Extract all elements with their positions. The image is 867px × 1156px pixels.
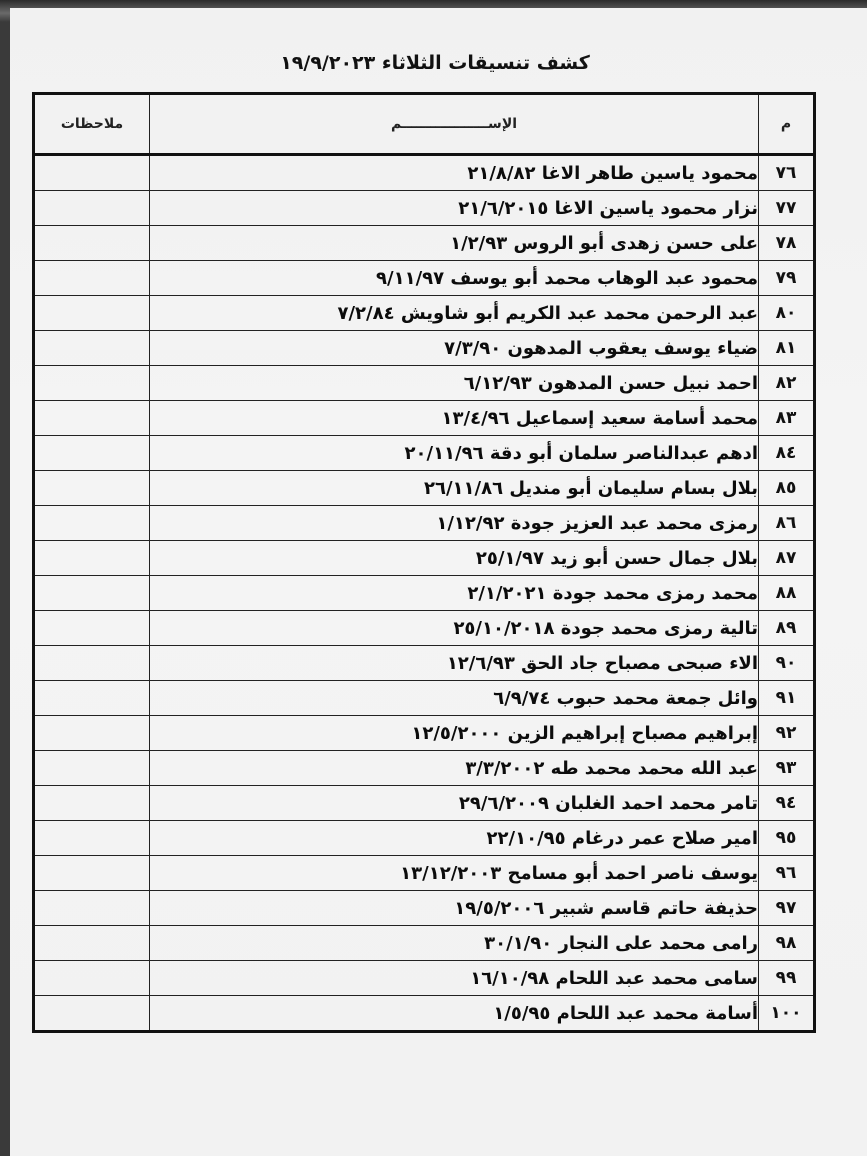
row-notes [34, 155, 150, 191]
row-notes [34, 366, 150, 401]
row-number: ٨١ [759, 331, 815, 366]
table-row [34, 751, 815, 786]
coordination-table [32, 92, 816, 1033]
header-number: م [759, 94, 815, 155]
row-number: ٨٨ [759, 576, 815, 611]
row-notes [34, 751, 150, 786]
row-name: محمود ياسين طاهر الاغا ٢١/٨/٨٢ [150, 155, 759, 191]
header-name: الإســــــــــــــــــم [150, 94, 759, 155]
row-number: ٨٣ [759, 401, 815, 436]
row-number: ٧٦ [759, 155, 815, 191]
table-row [34, 506, 815, 541]
row-number: ٩٥ [759, 821, 815, 856]
table-row [34, 611, 815, 646]
row-number: ٨٠ [759, 296, 815, 331]
table-row [34, 646, 815, 681]
row-name: حذيفة حاتم قاسم شبير ١٩/٥/٢٠٠٦ [150, 891, 759, 926]
row-number: ٨٩ [759, 611, 815, 646]
row-notes [34, 471, 150, 506]
row-number: ٧٨ [759, 226, 815, 261]
row-name: سامى محمد عبد اللحام ١٦/١٠/٩٨ [150, 961, 759, 996]
table-row [34, 471, 815, 506]
row-number: ٧٩ [759, 261, 815, 296]
row-notes [34, 226, 150, 261]
table-row [34, 296, 815, 331]
table-row [34, 891, 815, 926]
row-name: ضياء يوسف يعقوب المدهون ٧/٣/٩٠ [150, 331, 759, 366]
row-notes [34, 436, 150, 471]
row-number: ٩٠ [759, 646, 815, 681]
table-row [34, 331, 815, 366]
table-row [34, 401, 815, 436]
row-name: امير صلاح عمر درغام ٢٢/١٠/٩٥ [150, 821, 759, 856]
row-number: ٩٣ [759, 751, 815, 786]
row-name: محمد أسامة سعيد إسماعيل ١٣/٤/٩٦ [150, 401, 759, 436]
row-notes [34, 926, 150, 961]
row-name: وائل جمعة محمد حبوب ٦/٩/٧٤ [150, 681, 759, 716]
row-notes [34, 646, 150, 681]
table-header-row [34, 94, 815, 155]
row-name: احمد نبيل حسن المدهون ٦/١٢/٩٣ [150, 366, 759, 401]
row-name: إبراهيم مصباح إبراهيم الزين ١٢/٥/٢٠٠٠ [150, 716, 759, 751]
row-notes [34, 331, 150, 366]
row-notes [34, 611, 150, 646]
row-notes [34, 961, 150, 996]
row-notes [34, 996, 150, 1032]
row-number: ٩٩ [759, 961, 815, 996]
row-notes [34, 506, 150, 541]
row-number: ٨٤ [759, 436, 815, 471]
table-row [34, 576, 815, 611]
row-notes [34, 401, 150, 436]
row-notes [34, 541, 150, 576]
table-row [34, 926, 815, 961]
row-notes [34, 261, 150, 296]
row-notes [34, 891, 150, 926]
row-notes [34, 786, 150, 821]
table-row [34, 961, 815, 996]
table-row [34, 155, 815, 191]
row-number: ٧٧ [759, 191, 815, 226]
row-name: بلال جمال حسن أبو زيد ٢٥/١/٩٧ [150, 541, 759, 576]
row-name: يوسف ناصر احمد أبو مسامح ١٣/١٢/٢٠٠٣ [150, 856, 759, 891]
table-row [34, 716, 815, 751]
row-number: ٨٥ [759, 471, 815, 506]
table-row [34, 996, 815, 1032]
table-row [34, 226, 815, 261]
row-number: ٩٤ [759, 786, 815, 821]
row-name: الاء صبحى مصباح جاد الحق ١٢/٦/٩٣ [150, 646, 759, 681]
row-name: تامر محمد احمد الغلبان ٢٩/٦/٢٠٠٩ [150, 786, 759, 821]
row-name: رمزى محمد عبد العزيز جودة ١/١٢/٩٢ [150, 506, 759, 541]
table-row [34, 786, 815, 821]
table-body [34, 155, 815, 1032]
table-row [34, 261, 815, 296]
row-notes [34, 856, 150, 891]
row-notes [34, 296, 150, 331]
table-row [34, 541, 815, 576]
row-name: بلال بسام سليمان أبو منديل ٢٦/١١/٨٦ [150, 471, 759, 506]
row-number: ٨٦ [759, 506, 815, 541]
row-name: محمد رمزى محمد جودة ٢/١/٢٠٢١ [150, 576, 759, 611]
row-number: ١٠٠ [759, 996, 815, 1032]
table-row [34, 856, 815, 891]
row-name: تالية رمزى محمد جودة ٢٥/١٠/٢٠١٨ [150, 611, 759, 646]
row-name: على حسن زهدى أبو الروس ١/٢/٩٣ [150, 226, 759, 261]
row-name: عبد الله محمد محمد طه ٣/٣/٢٠٠٢ [150, 751, 759, 786]
row-notes [34, 716, 150, 751]
row-name: رامى محمد على النجار ٣٠/١/٩٠ [150, 926, 759, 961]
table-row [34, 191, 815, 226]
header-notes: ملاحظات [34, 94, 150, 155]
row-number: ٩٨ [759, 926, 815, 961]
row-number: ٩٢ [759, 716, 815, 751]
row-notes [34, 681, 150, 716]
table-row [34, 436, 815, 471]
row-number: ٩٧ [759, 891, 815, 926]
row-name: أسامة محمد عبد اللحام ١/٥/٩٥ [150, 996, 759, 1032]
row-name: محمود عبد الوهاب محمد أبو يوسف ٩/١١/٩٧ [150, 261, 759, 296]
table-row [34, 366, 815, 401]
row-notes [34, 821, 150, 856]
row-name: ادهم عبدالناصر سلمان أبو دقة ٢٠/١١/٩٦ [150, 436, 759, 471]
row-number: ٩١ [759, 681, 815, 716]
document-title: كشف تنسيقات الثلاثاء ١٩/٩/٢٠٢٣ [280, 52, 590, 74]
row-notes [34, 191, 150, 226]
table-row [34, 681, 815, 716]
row-notes [34, 576, 150, 611]
row-name: عبد الرحمن محمد عبد الكريم أبو شاويش ٧/٢/٨٤ [150, 296, 759, 331]
row-number: ٩٦ [759, 856, 815, 891]
row-number: ٨٢ [759, 366, 815, 401]
row-number: ٨٧ [759, 541, 815, 576]
row-name: نزار محمود ياسين الاغا ٢١/٦/٢٠١٥ [150, 191, 759, 226]
table-row [34, 821, 815, 856]
